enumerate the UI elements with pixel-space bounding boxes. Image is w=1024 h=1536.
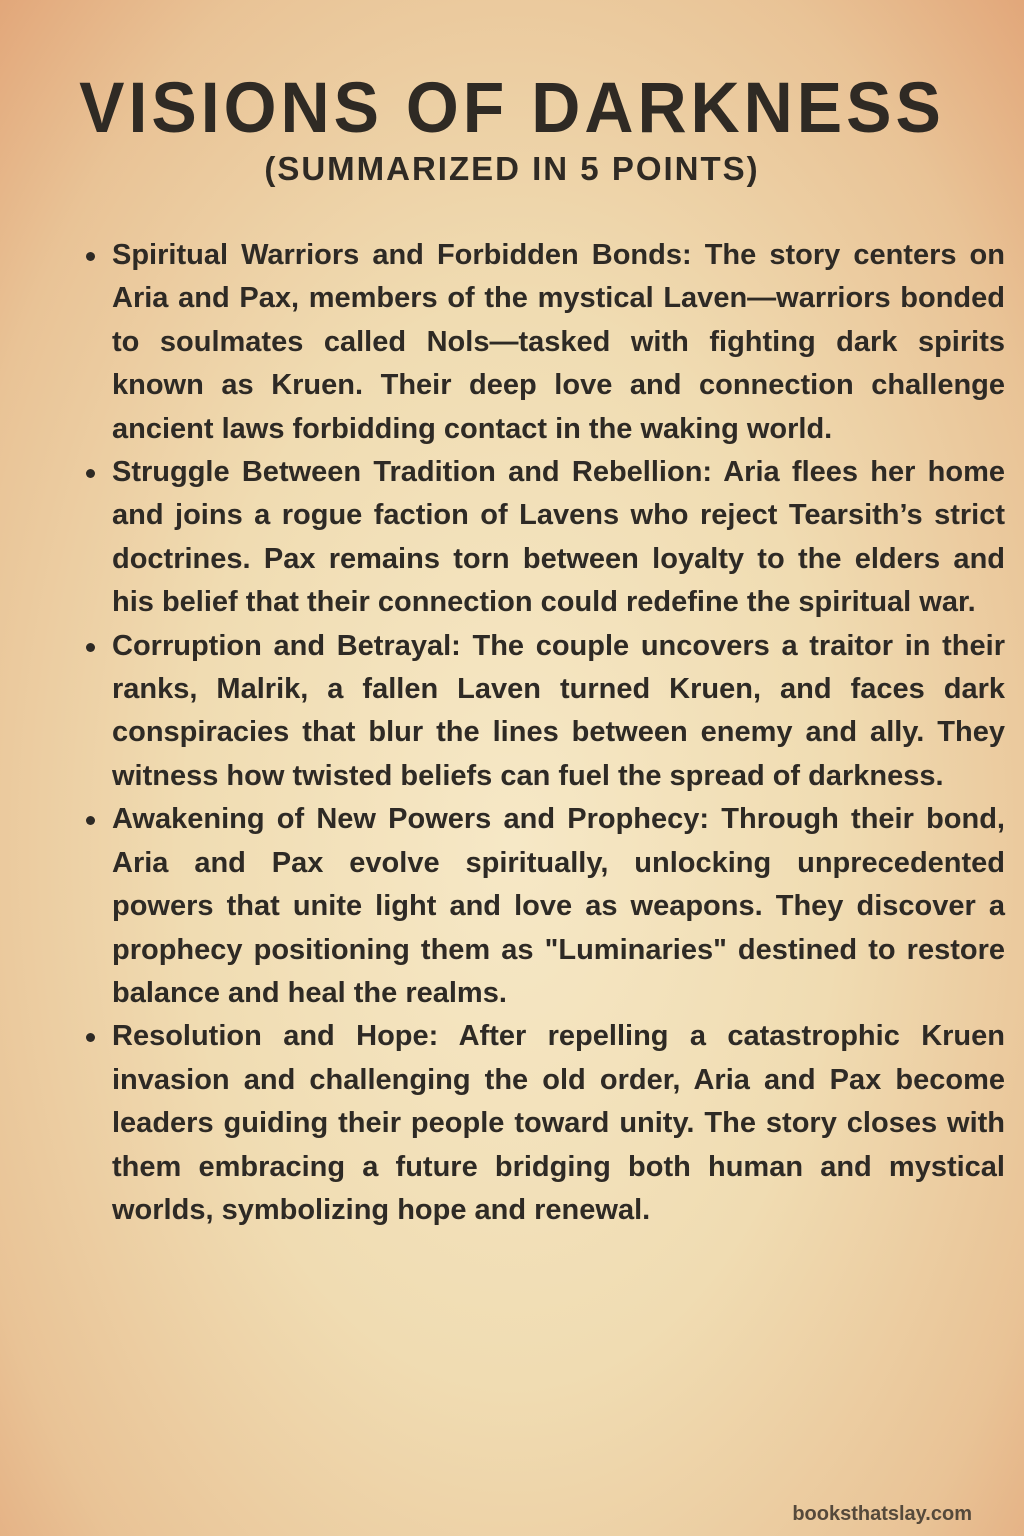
page-title: VISIONS OF DARKNESS [79,68,945,148]
point-text: Spiritual Warriors and Forbidden Bonds: The story centers on Aria and Pax, members of the mystical Laven—warriors bonded to soulmates called Nols—tasked with fighting dark spirits known as Kruen. Their deep love and connection challenge ancient laws forbidding contact in the waking world. [112,239,1005,445]
site-watermark: booksthatslay.com [792,1503,972,1525]
summary-list [80,234,1005,1232]
point-text: Corruption and Betrayal: The couple uncovers a traitor in their ranks, Malrik, a fallen Laven turned Kruen, and faces dark conspiracies that blur the lines between enemy and ally. They witness how twisted beliefs can fuel the spread of darkness. [112,629,1005,792]
page-subtitle: (SUMMARIZED IN 5 POINTS) [264,150,760,187]
list-item [112,798,1005,1015]
list-item [112,625,1005,799]
list-item [112,234,1005,451]
point-text: Awakening of New Powers and Prophecy: Through their bond, Aria and Pax evolve spiritually, unlocking unprecedented powers that unite light and love as weapons. They discover a prophecy positioning them as "Luminaries" destined to restore balance and heal the realms. [112,803,1005,1009]
bullet-icon [86,469,95,478]
bullet-icon [86,1033,95,1042]
bullet-icon [86,643,95,652]
point-text: Resolution and Hope: After repelling a catastrophic Kruen invasion and challenging the old order, Aria and Pax become leaders guiding their people toward unity. The story closes with them embracing a future bridging both human and mystical worlds, symbolizing hope and renewal. [112,1020,1005,1226]
list-item [112,451,1005,625]
bullet-icon [86,816,95,825]
list-item [112,1015,1005,1232]
bullet-icon [86,252,95,261]
point-text: Struggle Between Tradition and Rebellion: Aria flees her home and joins a rogue faction of Lavens who reject Tearsith’s strict doctrines. Pax remains torn between loyalty to the elders and his belief that their connection could redefine the spiritual war. [112,456,1005,619]
